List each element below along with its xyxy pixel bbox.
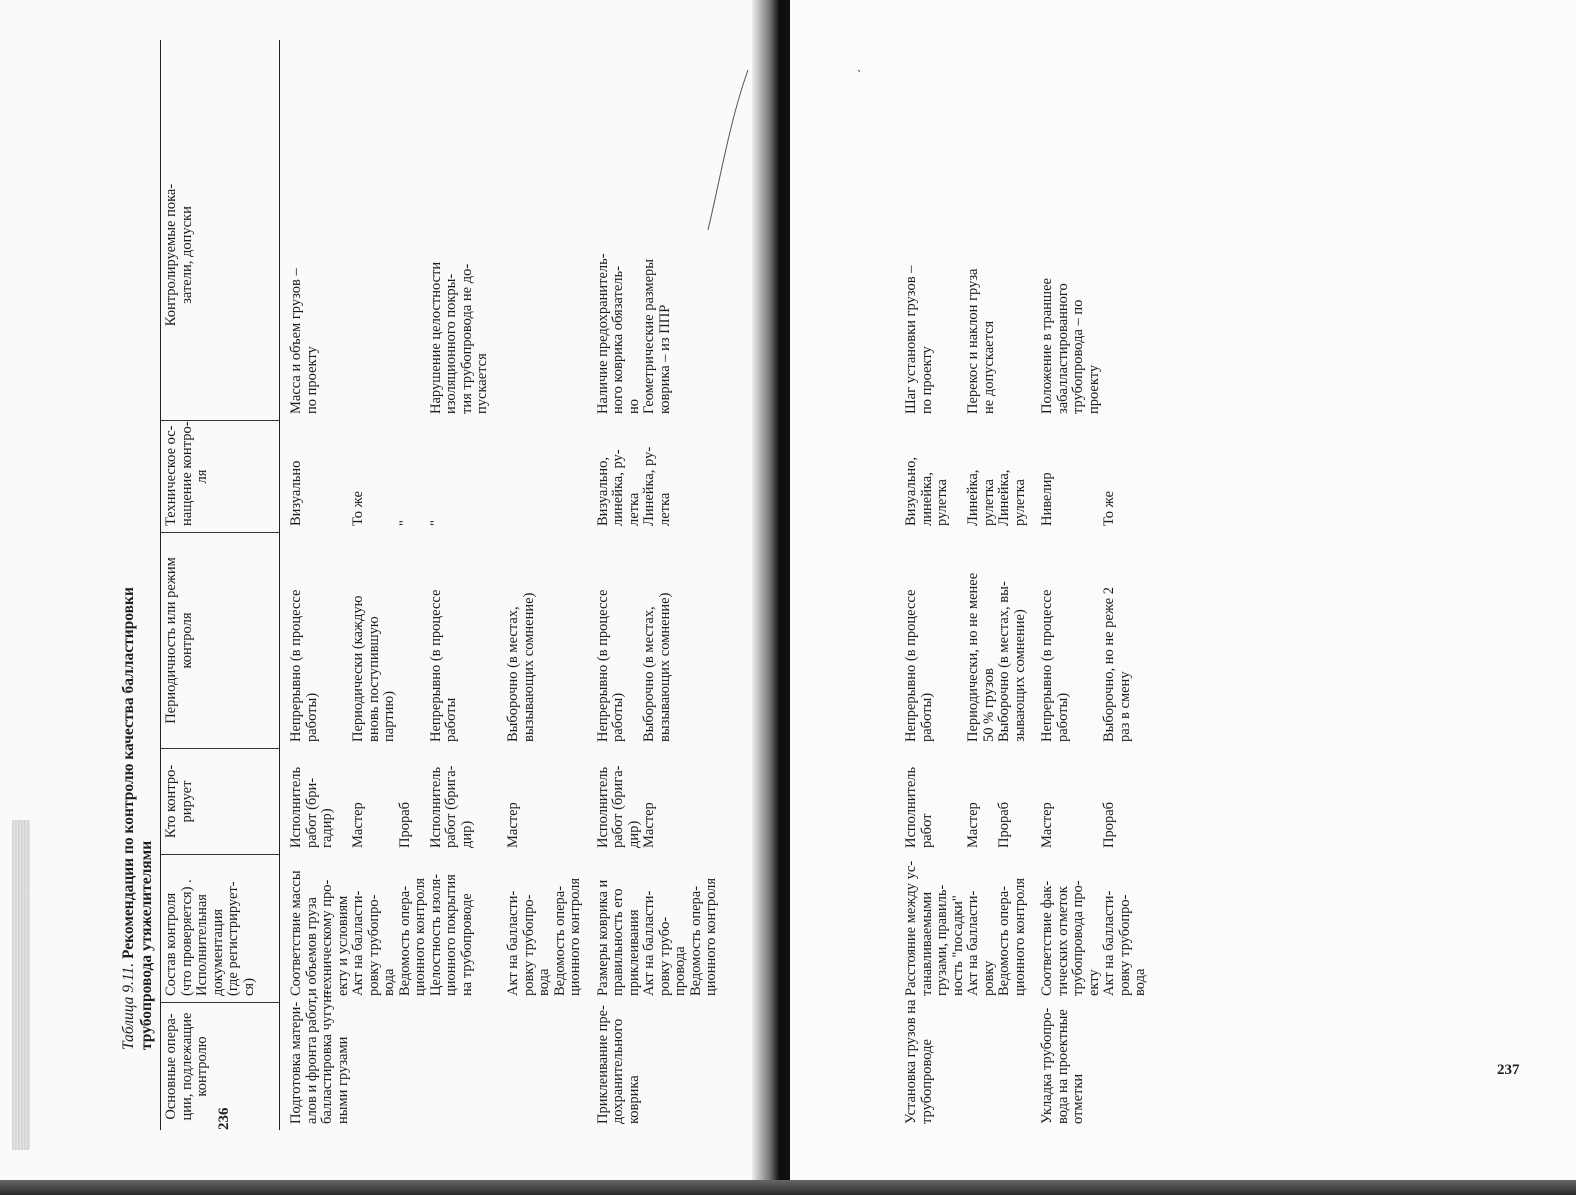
cell-line bbox=[413, 96, 429, 414]
cell-line: Нивелир bbox=[1039, 472, 1055, 526]
cell-line: ционного покрытия bbox=[443, 874, 459, 996]
cell-line: вода bbox=[536, 968, 552, 996]
cell-line: но bbox=[625, 398, 642, 414]
cell-line bbox=[398, 96, 414, 414]
left-page-rotated-content bbox=[120, 10, 760, 1130]
cell-line bbox=[1087, 538, 1103, 742]
cell-line: вызывающих сомнение) bbox=[520, 592, 537, 742]
cell-line bbox=[627, 538, 643, 742]
cell-line: Расстояние между ус- bbox=[903, 860, 919, 996]
page-curl-line bbox=[690, 30, 860, 290]
cell-line: Соответствие массы bbox=[288, 870, 304, 996]
cell-line: Положение в траншее bbox=[1039, 278, 1055, 414]
cell-line: Мастер bbox=[641, 802, 657, 848]
row4-indicators bbox=[1037, 90, 1152, 420]
cell-line bbox=[336, 538, 352, 742]
row3-period bbox=[901, 532, 1031, 748]
cell-line: Размеры коврика и bbox=[594, 879, 611, 996]
cell-line: зывающих сомнение) bbox=[1011, 609, 1028, 742]
cell-line: ровку bbox=[980, 960, 997, 996]
cell-line: грузами, правиль- bbox=[934, 884, 950, 996]
cell-line: Акт на балласти- bbox=[965, 890, 981, 996]
table-header-row bbox=[160, 40, 280, 1130]
row2-period bbox=[593, 532, 723, 748]
cell-line: вызывающих сомнение) bbox=[656, 592, 673, 742]
cell-line bbox=[382, 754, 398, 848]
cell-line: работы) bbox=[918, 692, 935, 742]
cell-line: Выборочно (в местах, bbox=[505, 606, 521, 742]
row1-indicators bbox=[286, 90, 587, 420]
cell-line bbox=[935, 538, 951, 742]
cell-line: приклеивания bbox=[625, 909, 642, 996]
cell-line bbox=[1087, 426, 1103, 526]
cell-line: документация bbox=[209, 908, 226, 996]
cell-line: Исполнитель bbox=[288, 766, 304, 848]
row4-operation bbox=[1037, 1002, 1152, 1130]
cell-line bbox=[320, 426, 336, 526]
cell-line: трубопроводе bbox=[918, 1039, 935, 1124]
cell-line bbox=[951, 754, 967, 848]
cell-line: Непрерывно (в процессе bbox=[594, 589, 611, 742]
cell-line bbox=[1056, 426, 1072, 526]
cell-line bbox=[460, 538, 476, 742]
table-caption-number: Таблица 9.11. bbox=[120, 962, 137, 1050]
cell-line: Акт на балласти- bbox=[1101, 890, 1117, 996]
cell-line: екту bbox=[1085, 969, 1102, 996]
table-row bbox=[1037, 40, 1152, 1130]
cell-line: Целостность изоля- bbox=[427, 873, 444, 996]
cell-line: То же bbox=[350, 491, 366, 526]
cell-line: Прораб bbox=[1101, 801, 1117, 848]
row1-composition bbox=[286, 854, 587, 1002]
cell-line: работы) bbox=[1054, 692, 1071, 742]
cell-line: работ (бри- bbox=[303, 777, 320, 848]
cell-line: проекту bbox=[1085, 364, 1102, 414]
header-who-controls bbox=[161, 748, 279, 854]
cell-line: ционного контроля bbox=[703, 877, 719, 996]
cell-line bbox=[935, 754, 951, 848]
cell-line bbox=[491, 860, 507, 996]
scan-bottom-edge bbox=[0, 1180, 1576, 1195]
cell-line: вода на проектные bbox=[1054, 1009, 1071, 1124]
right-page bbox=[790, 0, 1576, 1195]
cell-line bbox=[367, 426, 383, 526]
row2-who bbox=[593, 748, 723, 854]
cell-line: Линейка, ру- bbox=[641, 446, 657, 526]
cell-line: Непрерывно (в процессе bbox=[427, 589, 444, 742]
cell-line: ровку трубопро- bbox=[1116, 894, 1133, 996]
cell-line: Укладка трубопро- bbox=[1039, 1007, 1055, 1124]
table-caption-line2: трубопровода утяжелителями bbox=[138, 840, 155, 1050]
cell-line: рулетка bbox=[1011, 479, 1028, 526]
cell-line: дир) bbox=[458, 820, 475, 848]
cell-line: Периодически, но не менее bbox=[965, 572, 981, 742]
cell-line: Выборочно (в местах, bbox=[641, 606, 657, 742]
cell-line bbox=[413, 754, 429, 848]
cell-line: работ (брига- bbox=[610, 765, 626, 848]
cell-line: работы) bbox=[303, 692, 320, 742]
cell-line: коврика – из ППР bbox=[656, 304, 673, 414]
cell-line: Непрерывно (в процессе bbox=[903, 589, 919, 742]
cell-line: Визуально, bbox=[903, 457, 919, 526]
cell-line bbox=[382, 96, 398, 414]
cell-line: вода bbox=[1132, 968, 1148, 996]
row1-operation bbox=[286, 990, 587, 1130]
cell-line: Линейка, bbox=[965, 469, 981, 526]
cell-line: партию) bbox=[381, 690, 397, 742]
cell-line: екту и условиям bbox=[334, 895, 351, 996]
cell-line: правильность его bbox=[610, 888, 626, 996]
left-page bbox=[0, 0, 760, 1195]
cell-line bbox=[491, 538, 507, 742]
cell-line: Прораб bbox=[996, 801, 1012, 848]
cell-line: Нарушение целостности bbox=[427, 261, 444, 414]
cell-line: пускается bbox=[474, 353, 490, 414]
cell-line bbox=[1071, 538, 1087, 742]
cell-line bbox=[1071, 426, 1087, 526]
cell-line: Непрерывно (в процессе bbox=[1039, 589, 1055, 742]
cell-line: раз в смену bbox=[1116, 671, 1133, 742]
row3-indicators bbox=[901, 90, 1031, 420]
cell-line: изоляционного покры- bbox=[443, 273, 459, 414]
cell-line bbox=[336, 754, 352, 848]
cell-line: линейка, ру- bbox=[610, 449, 626, 526]
cell-line bbox=[475, 538, 491, 742]
cell-line: Шаг установки грузов – bbox=[903, 265, 919, 414]
cell-line bbox=[1056, 754, 1072, 848]
cell-line: То же bbox=[1101, 491, 1117, 526]
cell-line: (что проверяется) . bbox=[178, 879, 195, 996]
cell-line: по проекту bbox=[303, 346, 320, 414]
cell-line: Ведомость опера- bbox=[396, 885, 413, 996]
cell-line: ционного контроля bbox=[412, 877, 428, 996]
cell-line: по проекту bbox=[918, 346, 935, 414]
cell-line: контролю bbox=[194, 1036, 210, 1097]
cell-line: Выборочно (в местах, вы- bbox=[996, 581, 1012, 742]
cell-line bbox=[382, 426, 398, 526]
cell-line: работ (брига- bbox=[443, 765, 459, 848]
cell-line bbox=[320, 538, 336, 742]
cell-line: Перекос и наклон груза bbox=[965, 268, 981, 414]
cell-line: гадир) bbox=[319, 808, 335, 848]
cell-line: работы bbox=[443, 697, 459, 742]
cell-line: " bbox=[396, 520, 413, 526]
cell-line bbox=[351, 96, 367, 414]
cell-line: Линейка, bbox=[996, 469, 1012, 526]
cell-line: коврика bbox=[625, 1075, 642, 1124]
cell-line bbox=[336, 426, 352, 526]
cell-line: ля bbox=[194, 469, 210, 484]
cell-line: балластировка чугун- bbox=[319, 990, 335, 1124]
cell-line: Техническое ос- bbox=[163, 425, 179, 526]
cell-line: Мастер bbox=[505, 802, 521, 848]
cell-line: летка bbox=[625, 492, 642, 526]
cell-line: затели, допуски bbox=[178, 206, 195, 304]
row3-who bbox=[901, 748, 1031, 854]
cell-line: Исполнитель bbox=[594, 766, 611, 848]
cell-line: Установка грузов на bbox=[903, 999, 919, 1124]
cell-line: Прораб bbox=[396, 801, 413, 848]
cell-line: Периодически (каждую bbox=[350, 595, 366, 742]
cell-line: Ведомость опера- bbox=[687, 885, 704, 996]
cell-line: вновь поступившую bbox=[365, 616, 382, 742]
row2-operation bbox=[593, 1002, 723, 1130]
header-composition bbox=[161, 854, 279, 1002]
cell-line: ными грузами bbox=[334, 1036, 351, 1124]
cell-line bbox=[1071, 754, 1087, 848]
cell-line: ции, подлежащие bbox=[178, 1012, 195, 1121]
cell-line: ность "посадки" bbox=[949, 895, 966, 996]
cell-line: Визуально bbox=[288, 460, 304, 526]
cell-line bbox=[305, 426, 321, 526]
cell-line: Мастер bbox=[965, 802, 981, 848]
header-periodicity bbox=[161, 532, 279, 748]
page-number-right: 237 bbox=[1497, 1062, 1520, 1078]
cell-line: линейка, bbox=[918, 472, 935, 526]
cell-line: Акт на балласти- bbox=[350, 890, 366, 996]
cell-line: алов и фронта работ, bbox=[303, 995, 320, 1124]
cell-line: летка bbox=[656, 492, 673, 526]
cell-line: танавливаемыми bbox=[918, 891, 935, 996]
row4-composition bbox=[1037, 854, 1152, 1002]
cell-line bbox=[475, 860, 491, 996]
cell-line bbox=[336, 96, 352, 414]
row1-equipment bbox=[286, 420, 587, 532]
cell-line: Ведомость опера- bbox=[551, 885, 568, 996]
header-equipment bbox=[161, 420, 279, 532]
row1-who bbox=[286, 748, 587, 854]
cell-line bbox=[413, 426, 429, 526]
cell-line: ционного контроля bbox=[1011, 877, 1028, 996]
cell-line bbox=[491, 754, 507, 848]
cell-line: ционного контроля bbox=[567, 877, 583, 996]
cell-line: ся) bbox=[240, 978, 257, 996]
cell-line: нащение контро- bbox=[178, 421, 195, 526]
row4-period bbox=[1037, 532, 1152, 748]
cell-line: провода bbox=[672, 946, 688, 996]
cell-line: " bbox=[427, 520, 444, 526]
cell-line: Исполнитель bbox=[427, 766, 444, 848]
cell-line: Акт на балласти- bbox=[641, 890, 657, 996]
quality-control-table bbox=[160, 40, 723, 1130]
table-row bbox=[901, 40, 1031, 1130]
cell-line bbox=[1087, 754, 1103, 848]
cell-line: отметки bbox=[1070, 1073, 1086, 1124]
cell-line bbox=[320, 96, 336, 414]
cell-line: Контролируемые пока- bbox=[163, 183, 179, 327]
cell-line: Мастер bbox=[1039, 802, 1055, 848]
cell-line: ного коврика обязатель- bbox=[610, 266, 626, 414]
cell-line: контроля bbox=[178, 612, 195, 669]
right-page-rotated-content bbox=[895, 10, 1535, 1130]
cell-line: Наличие предохранитель- bbox=[594, 253, 611, 414]
cell-line: 50 % грузов bbox=[980, 668, 997, 742]
cell-line bbox=[951, 96, 967, 414]
cell-line: тия трубопровода не до- bbox=[458, 263, 475, 414]
cell-line: Основные опера- bbox=[163, 1013, 179, 1120]
cell-line: ровку трубо- bbox=[656, 916, 673, 996]
cell-line: ровку трубопро- bbox=[365, 894, 382, 996]
cell-line: Непрерывно (в процессе bbox=[288, 589, 304, 742]
cell-line: Ведомость опера- bbox=[996, 885, 1012, 996]
cell-line bbox=[982, 754, 998, 848]
cell-line: Визуально, bbox=[594, 457, 611, 526]
table-row bbox=[286, 40, 587, 1130]
cell-line bbox=[398, 538, 414, 742]
cell-line: Исполнитель bbox=[903, 766, 919, 848]
cell-line: рирует bbox=[178, 780, 195, 823]
cell-line: дир) bbox=[625, 820, 642, 848]
cell-line: тических отметок bbox=[1054, 886, 1071, 996]
cell-line bbox=[951, 426, 967, 526]
cell-line: Приклеивание пре- bbox=[594, 1005, 611, 1124]
cell-line: рулетка bbox=[980, 479, 997, 526]
cell-line: и объемов груза bbox=[303, 897, 320, 996]
row1-period bbox=[286, 532, 587, 748]
row3-equipment bbox=[901, 420, 1031, 532]
row2-equipment bbox=[593, 420, 723, 532]
cell-line: Соответствие фак- bbox=[1039, 880, 1055, 996]
cell-line: ровку трубопро- bbox=[520, 894, 537, 996]
page-number-left: 236 bbox=[216, 1107, 232, 1130]
cell-line: забалластированного bbox=[1054, 283, 1071, 414]
table-caption bbox=[120, 250, 156, 1050]
cell-line bbox=[413, 538, 429, 742]
cell-line: техническому про- bbox=[319, 879, 335, 996]
cell-line: на трубопроводе bbox=[458, 893, 475, 996]
cell-line: Мастер bbox=[350, 802, 366, 848]
quality-control-table-continued bbox=[895, 40, 1152, 1130]
cell-line: трубопровода – по bbox=[1070, 299, 1086, 414]
cell-line: работ bbox=[918, 813, 935, 848]
row4-equipment bbox=[1037, 420, 1152, 532]
cell-line: трубопровода про- bbox=[1070, 880, 1086, 996]
cell-line: Подготовка матери- bbox=[288, 1001, 304, 1124]
cell-line: вода bbox=[381, 968, 397, 996]
table-caption-line1: Рекомендации по контролю качества балластировки bbox=[120, 587, 137, 959]
cell-line bbox=[951, 538, 967, 742]
cell-line: Акт на балласти- bbox=[505, 890, 521, 996]
cell-line: Масса и объем грузов – bbox=[288, 268, 304, 414]
cell-line bbox=[367, 754, 383, 848]
row4-who bbox=[1037, 748, 1152, 854]
cell-line: (где регистрирует- bbox=[225, 881, 241, 996]
cell-line bbox=[935, 96, 951, 414]
cell-line: не допускается bbox=[980, 320, 997, 414]
header-indicators bbox=[161, 90, 279, 420]
cell-line: Исполнительная bbox=[194, 894, 210, 996]
row2-composition bbox=[593, 854, 723, 1002]
cell-line: Геометрические размеры bbox=[641, 258, 657, 414]
cell-line: Кто контро- bbox=[163, 764, 179, 839]
cell-line: работы) bbox=[610, 692, 626, 742]
cell-line bbox=[475, 754, 491, 848]
cell-line: дохранительного bbox=[610, 1018, 626, 1124]
row3-operation bbox=[901, 999, 1031, 1130]
cell-line: рулетка bbox=[934, 479, 950, 526]
cell-line: Состав контроля bbox=[163, 892, 179, 996]
cell-line bbox=[367, 96, 383, 414]
cell-line: Выборочно, но не реже 2 bbox=[1101, 587, 1117, 742]
cell-line: Периодичность или режим bbox=[163, 557, 179, 724]
row3-composition bbox=[901, 854, 1031, 1002]
scan-edge-artifact bbox=[12, 820, 30, 1150]
